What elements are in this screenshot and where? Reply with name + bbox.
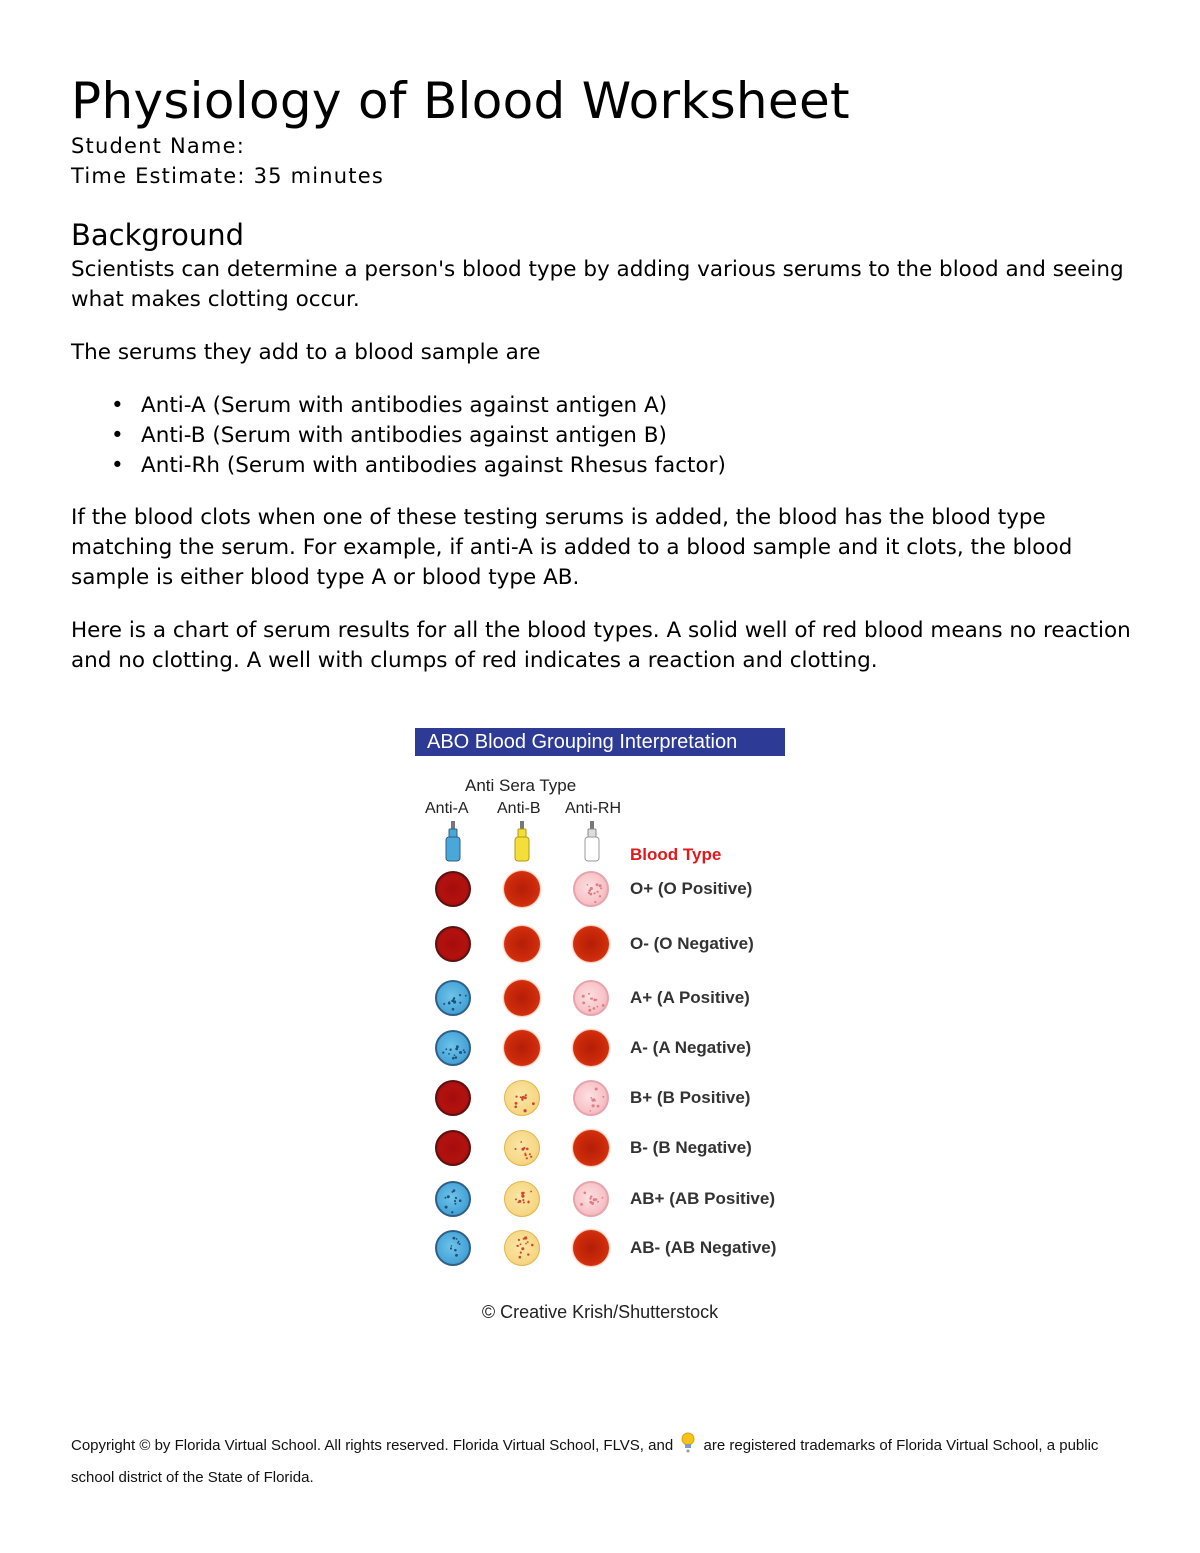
- well-anti-b-clotted: [504, 1230, 540, 1266]
- blood-type-label: AB- (AB Negative): [630, 1238, 777, 1257]
- column-head-anti-a: Anti-A: [425, 800, 469, 817]
- blood-type-label: O+ (O Positive): [630, 879, 753, 898]
- paragraph-chart-intro: Here is a chart of serum results for all the blood types. A solid well of red blood means no reaction and no clotting. A well with clumps of red indicates a reaction and clotting.: [71, 618, 1131, 673]
- blood-type-label: A+ (A Positive): [630, 988, 750, 1007]
- well-anti-b-clotted: [504, 1080, 540, 1116]
- well-anti-a-solid: [435, 926, 471, 962]
- well-anti-b-solid: [504, 1030, 540, 1066]
- well-anti-a-solid: [435, 1130, 471, 1166]
- figure-title: ABO Blood Grouping Interpretation: [415, 728, 785, 756]
- blood-type-label: AB+ (AB Positive): [630, 1189, 775, 1208]
- well-anti-rh-solid: [573, 1130, 609, 1166]
- page-title: Physiology of Blood Worksheet: [71, 72, 850, 130]
- well-anti-a-clotted: [435, 1030, 471, 1066]
- list-item: [71, 451, 726, 481]
- list-item-text: Anti-A (Serum with antibodies against antigen A): [141, 393, 668, 418]
- well-anti-rh-clotted: [573, 871, 609, 907]
- column-head-anti-b: Anti-B: [497, 800, 541, 817]
- blood-type-label: B+ (B Positive): [630, 1088, 751, 1107]
- abo-blood-grouping-figure: [415, 728, 795, 1268]
- list-item: [71, 391, 726, 421]
- serum-list: [71, 391, 726, 481]
- paragraph-clotting: If the blood clots when one of these testing serums is added, the blood has the blood type matching the serum. For example, if anti-A is added to a blood sample and it clots, the blood sample is either blood type A or blood type AB.: [71, 505, 1073, 590]
- blood-type-label: A- (A Negative): [630, 1038, 752, 1057]
- well-anti-b-clotted: [504, 1181, 540, 1217]
- image-credit: © Creative Krish/Shutterstock: [481, 1302, 719, 1322]
- bullet-icon: •: [111, 453, 124, 478]
- anti-a-vial-icon: [445, 821, 461, 863]
- well-anti-rh-solid: [573, 926, 609, 962]
- paragraph-serums: The serums they add to a blood sample are: [71, 340, 541, 365]
- list-item: [71, 421, 726, 451]
- blood-type-heading: Blood Type: [630, 845, 722, 864]
- well-anti-b-solid: [504, 871, 540, 907]
- paragraph-intro: Scientists can determine a person's blood type by adding various serums to the blood and seeing what makes clotting occur.: [71, 257, 1124, 312]
- well-anti-rh-solid: [573, 1230, 609, 1266]
- well-anti-b-clotted: [504, 1130, 540, 1166]
- well-anti-b-solid: [504, 926, 540, 962]
- well-anti-a-clotted: [435, 1181, 471, 1217]
- well-anti-a-clotted: [435, 980, 471, 1016]
- well-anti-rh-solid: [573, 1030, 609, 1066]
- blood-type-label: B- (B Negative): [630, 1138, 752, 1157]
- time-estimate: Time Estimate: 35 minutes: [71, 164, 384, 188]
- copyright-footer: [71, 1432, 1131, 1492]
- well-anti-rh-clotted: [573, 1181, 609, 1217]
- footer-text-part2: are registered trademarks of Florida Virtual School, a public school district of the State of Florida.: [71, 1437, 1099, 1486]
- well-anti-b-solid: [504, 980, 540, 1016]
- student-name-label: Student Name:: [71, 134, 245, 158]
- figure-subtitle: Anti Sera Type: [465, 776, 577, 795]
- blood-type-label: O- (O Negative): [630, 934, 754, 953]
- well-anti-a-solid: [435, 871, 471, 907]
- footer-text-part1: Copyright © by Florida Virtual School. All rights reserved. Florida Virtual School, FLVS, and: [71, 1437, 674, 1454]
- well-anti-rh-clotted: [573, 1080, 609, 1116]
- background-heading: Background: [71, 218, 245, 252]
- lightbulb-logo-icon: [681, 1432, 695, 1464]
- anti-b-vial-icon: [514, 821, 530, 863]
- bullet-icon: •: [111, 423, 124, 448]
- bullet-icon: •: [111, 393, 124, 418]
- list-item-text: Anti-B (Serum with antibodies against antigen B): [141, 423, 667, 448]
- well-anti-rh-clotted: [573, 980, 609, 1016]
- well-anti-a-clotted: [435, 1230, 471, 1266]
- list-item-text: Anti-Rh (Serum with antibodies against Rhesus factor): [141, 453, 726, 478]
- anti-rh-vial-icon: [584, 821, 600, 863]
- column-head-anti-rh: Anti-RH: [565, 800, 622, 817]
- well-anti-a-solid: [435, 1080, 471, 1116]
